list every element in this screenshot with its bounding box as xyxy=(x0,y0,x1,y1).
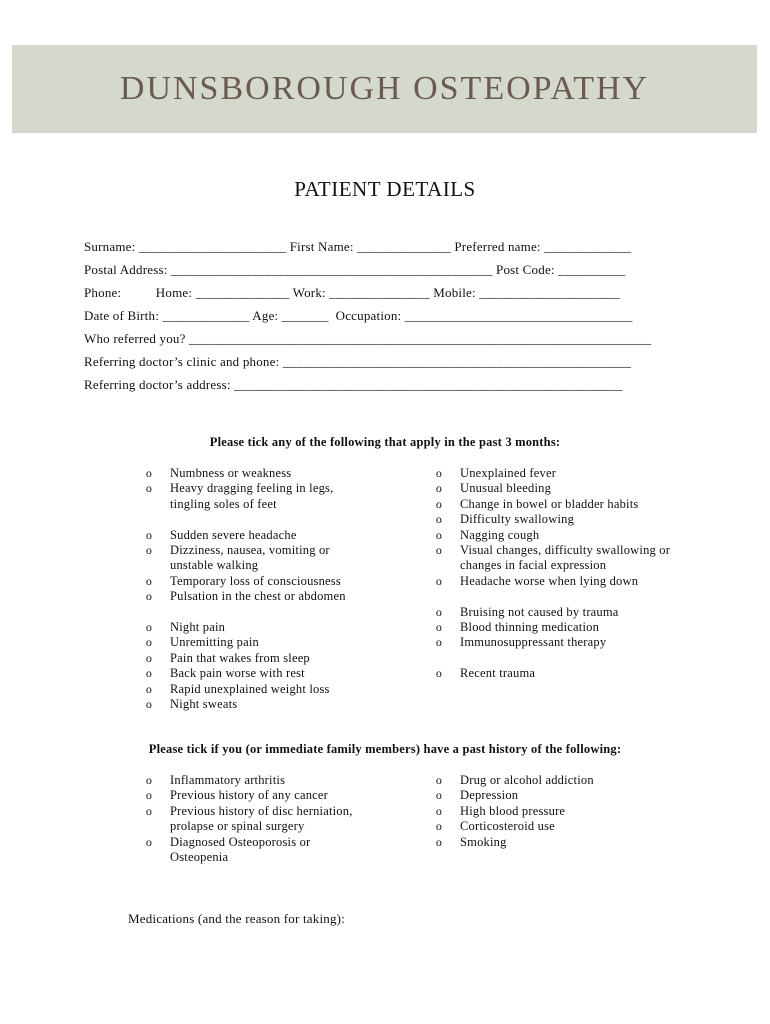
checkbox-circle-icon[interactable]: o xyxy=(145,834,153,849)
checklist-item[interactable]: o Headache worse when lying down xyxy=(432,574,672,589)
checkbox-circle-icon[interactable]: o xyxy=(145,650,153,665)
surname-field-line[interactable]: Surname: ______________________ First Name: ______________ Preferred name: _____________ xyxy=(84,239,632,254)
checklist-item[interactable]: o Night sweats xyxy=(142,697,372,712)
checkbox-circle-icon[interactable]: o xyxy=(145,466,153,480)
checkbox-circle-icon[interactable]: o xyxy=(435,788,443,803)
checklist-item[interactable]: o Unremitting pain xyxy=(142,635,372,650)
history-list-left xyxy=(142,773,357,865)
checkbox-circle-icon[interactable]: o xyxy=(435,819,443,834)
checklist-item[interactable]: o Night pain xyxy=(142,620,372,635)
checkbox-circle-icon[interactable]: o xyxy=(145,697,153,712)
clinic-name: DUNSBOROUGH OSTEOPATHY xyxy=(119,70,650,107)
checklist-item[interactable]: o Numbness or weakness xyxy=(142,466,372,481)
checklist-item[interactable]: o Previous history of disc herniation, prolapse or spinal surgery xyxy=(142,804,357,835)
history-list-right xyxy=(432,773,672,850)
checkbox-circle-icon[interactable]: o xyxy=(145,620,153,635)
checklist-item[interactable]: o Diagnosed Osteoporosis or Osteopenia xyxy=(142,835,357,866)
checklist-item[interactable]: o Nagging cough xyxy=(432,528,672,543)
checklist-item[interactable]: o Inflammatory arthritis xyxy=(142,773,357,788)
checklist-item[interactable]: o Immunosuppressant therapy xyxy=(432,635,672,650)
checkbox-circle-icon[interactable]: o xyxy=(435,803,443,818)
checkbox-circle-icon[interactable]: o xyxy=(435,512,443,527)
medications-label: Medications (and the reason for taking): xyxy=(128,911,346,926)
checklist-item[interactable]: o Previous history of any cancer xyxy=(142,788,357,803)
checkbox-circle-icon[interactable]: o xyxy=(435,466,443,480)
checklist-item[interactable]: o Pain that wakes from sleep xyxy=(142,651,372,666)
phone-field-line[interactable]: Phone: Home: ______________ Work: _______________ Mobile: _____________________ xyxy=(84,285,620,300)
checkbox-circle-icon[interactable]: o xyxy=(145,543,153,558)
checkbox-circle-icon[interactable]: o xyxy=(145,803,153,818)
symptoms-list-left xyxy=(142,466,372,712)
checkbox-circle-icon[interactable]: o xyxy=(145,573,153,588)
checkbox-circle-icon[interactable]: o xyxy=(435,527,443,542)
checklist-item[interactable]: o Bruising not caused by trauma xyxy=(432,605,672,620)
checkbox-circle-icon[interactable]: o xyxy=(435,543,443,558)
date-of-birth-field-line[interactable]: Date of Birth: _____________ Age: _______ Occupation: __________________________________ xyxy=(84,308,633,323)
checkbox-circle-icon[interactable]: o xyxy=(145,666,153,681)
checklist-item[interactable]: o Drug or alcohol addiction xyxy=(432,773,672,788)
referred-by-field-line[interactable]: Who referred you? _____________________________________________________________________ xyxy=(84,331,652,346)
symptoms-list-right xyxy=(432,466,672,682)
referring-address-field-line[interactable]: Referring doctor’s address: __________________________________________________________ xyxy=(84,377,623,392)
checkbox-circle-icon[interactable]: o xyxy=(145,635,153,650)
checkbox-circle-icon[interactable]: o xyxy=(145,481,153,496)
page-title: PATIENT DETAILS xyxy=(294,177,476,201)
header-banner xyxy=(12,45,757,133)
checklist-item[interactable]: o Sudden severe headache xyxy=(142,528,372,543)
checkbox-circle-icon[interactable]: o xyxy=(435,604,443,619)
patient-fields xyxy=(84,238,696,399)
checkbox-circle-icon[interactable]: o xyxy=(145,681,153,696)
checkbox-circle-icon[interactable]: o xyxy=(435,635,443,650)
checkbox-circle-icon[interactable]: o xyxy=(435,773,443,787)
checkbox-circle-icon[interactable]: o xyxy=(435,573,443,588)
checkbox-circle-icon[interactable]: o xyxy=(435,666,443,681)
checklist-item[interactable]: o Heavy dragging feeling in legs, tingling soles of feet xyxy=(142,481,372,512)
checklist-item[interactable]: o Corticosteroid use xyxy=(432,819,672,834)
checklist-item[interactable]: o Difficulty swallowing xyxy=(432,512,672,527)
checklist-item[interactable]: o Smoking xyxy=(432,835,672,850)
checklist-item[interactable]: o Unusual bleeding xyxy=(432,481,672,496)
checklist-item[interactable]: o Recent trauma xyxy=(432,666,672,681)
checkbox-circle-icon[interactable]: o xyxy=(435,834,443,849)
checkbox-circle-icon[interactable]: o xyxy=(435,620,443,635)
checklist-item[interactable]: o Rapid unexplained weight loss xyxy=(142,682,372,697)
referring-clinic-field-line[interactable]: Referring doctor’s clinic and phone: ____________________________________________________ xyxy=(84,354,632,369)
checkbox-circle-icon[interactable]: o xyxy=(145,527,153,542)
checklist-item[interactable]: o High blood pressure xyxy=(432,804,672,819)
checkbox-circle-icon[interactable]: o xyxy=(145,589,153,604)
checklist-item[interactable]: o Temporary loss of consciousness xyxy=(142,574,372,589)
checklist-item[interactable]: o Visual changes, difficulty swallowing or changes in facial expression xyxy=(432,543,672,574)
checklist-item[interactable]: o Dizziness, nausea, vomiting or unstable walking xyxy=(142,543,372,574)
checklist-item[interactable]: o Depression xyxy=(432,788,672,803)
checkbox-circle-icon[interactable]: o xyxy=(145,788,153,803)
checklist-item[interactable]: o Change in bowel or bladder habits xyxy=(432,497,672,512)
history-heading: Please tick if you (or immediate family members) have a past history of the following: xyxy=(148,742,622,756)
checkbox-circle-icon[interactable]: o xyxy=(145,773,153,787)
symptoms-heading: Please tick any of the following that apply in the past 3 months: xyxy=(209,435,561,449)
checklist-item[interactable]: o Back pain worse with rest xyxy=(142,666,372,681)
checklist-item[interactable]: o Unexplained fever xyxy=(432,466,672,481)
checkbox-circle-icon[interactable]: o xyxy=(435,496,443,511)
postal-address-field-line[interactable]: Postal Address: ________________________________________________ Post Code: __________ xyxy=(84,262,626,277)
checklist-item[interactable]: o Pulsation in the chest or abdomen xyxy=(142,589,372,604)
checkbox-circle-icon[interactable]: o xyxy=(435,481,443,496)
checklist-item[interactable]: o Blood thinning medication xyxy=(432,620,672,635)
